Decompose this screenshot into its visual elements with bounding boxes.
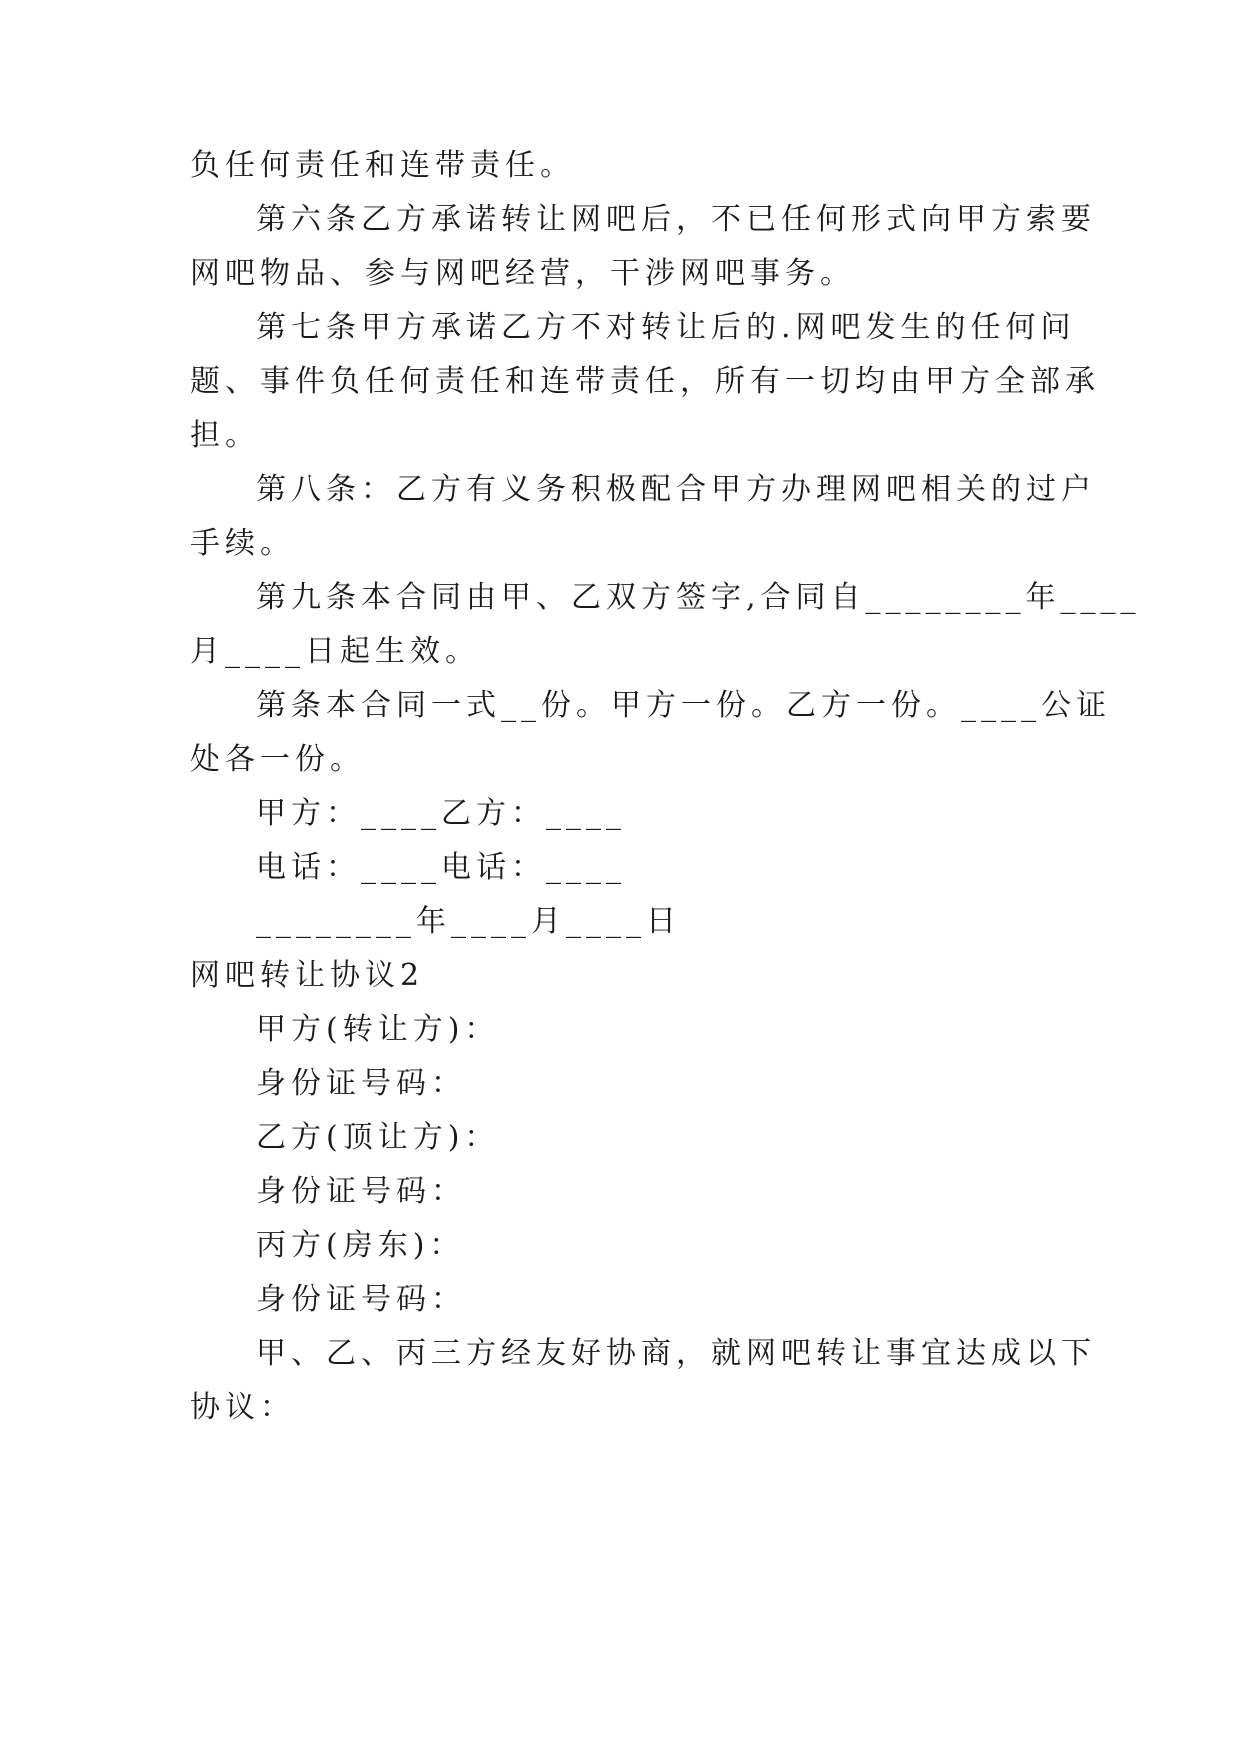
- text-line-12: 处各一份。: [190, 742, 365, 777]
- signature-phone-line: 电话：____电话：____: [256, 850, 626, 885]
- text-line-10: 月____日起生效。: [190, 634, 480, 669]
- text-line-5: 题、事件负任何责任和连带责任，所有一切均由甲方全部承: [190, 364, 1100, 399]
- signature-party-line: 甲方：____乙方：____: [256, 796, 626, 831]
- section-title: 网吧转让协议2: [190, 958, 425, 993]
- text-line-7: 第八条：乙方有义务积极配合甲方办理网吧相关的过户: [256, 472, 1096, 507]
- party-c-id-label: 身份证号码：: [256, 1282, 466, 1317]
- text-line-9: 第九条本合同由甲、乙双方签字,合同自________年____: [256, 580, 1141, 615]
- party-a-id-label: 身份证号码：: [256, 1066, 466, 1101]
- text-line-24: 协议：: [190, 1390, 295, 1425]
- signature-date-line: ________年____月____日: [256, 904, 681, 939]
- text-line-4: 第七条甲方承诺乙方不对转让后的.网吧发生的任何问: [256, 310, 1076, 345]
- party-a-label: 甲方(转让方)：: [256, 1012, 500, 1047]
- text-line-23: 甲、乙、丙三方经友好协商，就网吧转让事宜达成以下: [256, 1336, 1096, 1371]
- party-b-label: 乙方(顶让方)：: [256, 1120, 500, 1155]
- text-line-8: 手续。: [190, 526, 295, 561]
- text-line-2: 第六条乙方承诺转让网吧后，不已任何形式向甲方索要: [256, 202, 1096, 237]
- text-line-1: 负任何责任和连带责任。: [190, 148, 575, 183]
- text-line-11: 第条本合同一式__份。甲方一份。乙方一份。____公证: [256, 688, 1111, 723]
- party-b-id-label: 身份证号码：: [256, 1174, 466, 1209]
- text-line-3: 网吧物品、参与网吧经营，干涉网吧事务。: [190, 256, 855, 291]
- text-line-6: 担。: [190, 418, 260, 453]
- party-c-label: 丙方(房东)：: [256, 1228, 465, 1263]
